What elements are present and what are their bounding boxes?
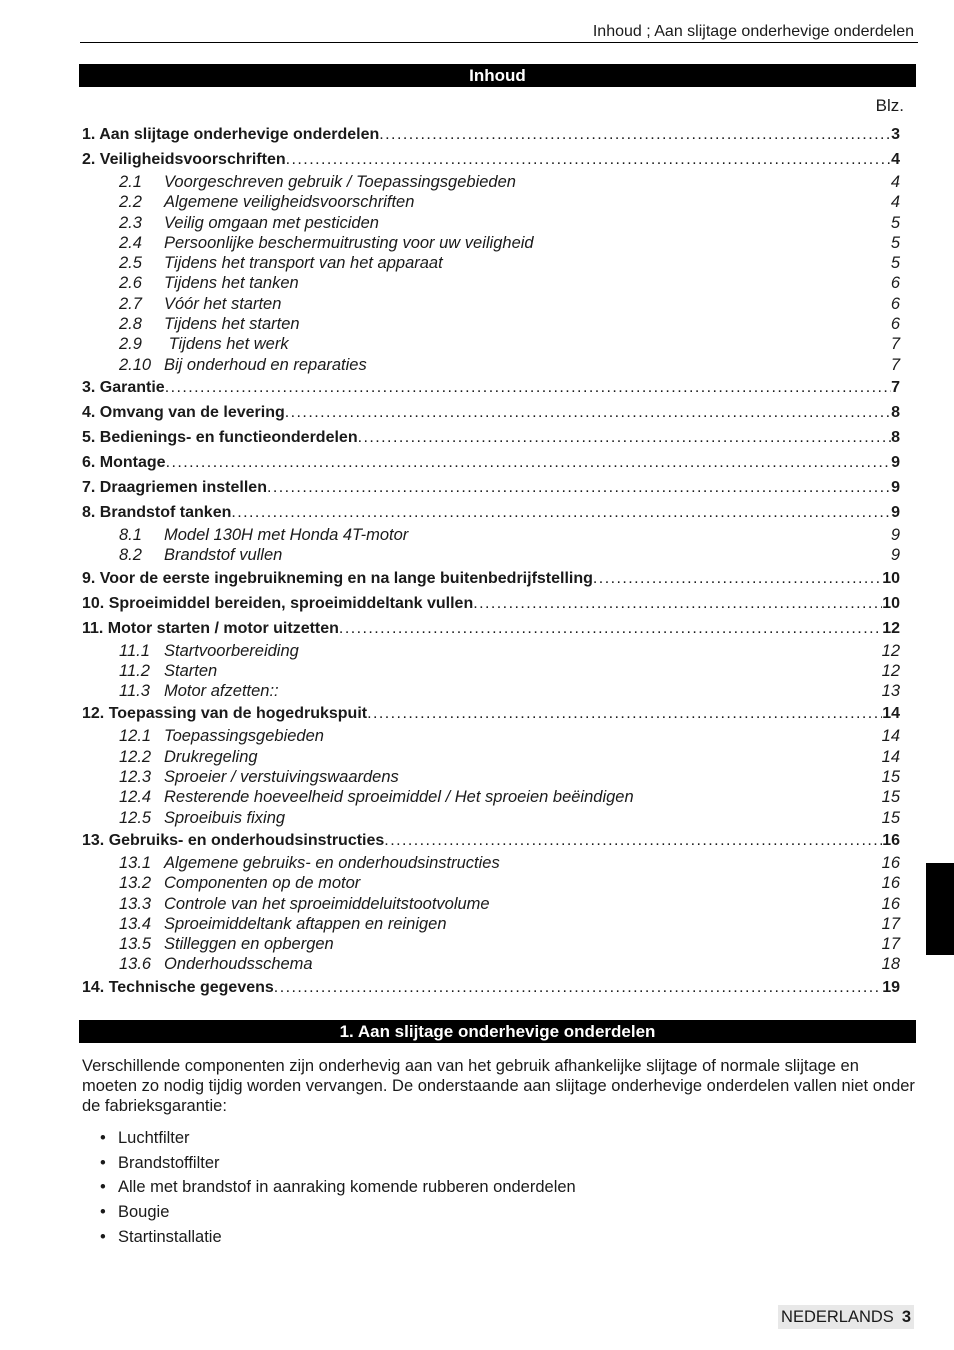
toc-subentry[interactable] [82, 334, 900, 354]
footer-language: NEDERLANDS [781, 1308, 894, 1326]
toc-leader-dots [367, 701, 882, 726]
toc-entry-title: 7. Draagriemen instellen [82, 478, 267, 496]
page-column-label: Blz. [875, 96, 904, 115]
toc-subentry-page: 9 [890, 525, 900, 544]
toc-subentry-title: Algemene gebruiks- en onderhoudsinstructies [164, 853, 500, 872]
toc-subentry-title: Controle van het sproeimiddeluitstootvolume [164, 894, 490, 913]
toc-entry-title: 13. Gebruiks- en onderhoudsinstructies [82, 831, 385, 849]
list-item [100, 1152, 576, 1177]
toc-subentry-number: 13.3 [119, 894, 152, 913]
toc-subentry-title: Sproeibuis fixing [164, 808, 286, 827]
toc-entry[interactable] [82, 425, 900, 450]
toc-subentry-page: 6 [890, 315, 900, 334]
toc-subentry-page: 17 [881, 914, 900, 933]
toc-leader-dots [231, 500, 891, 525]
toc-leader-dots [339, 616, 882, 641]
list-item [100, 1127, 576, 1152]
toc-subentry[interactable] [82, 747, 900, 767]
toc-entry[interactable] [82, 616, 900, 641]
toc-entry-title: 1. Aan slijtage onderhevige onderdelen [82, 126, 380, 143]
toc-subentry-number: 12.4 [119, 788, 152, 807]
toc-subentry-page: 6 [890, 294, 900, 313]
toc-subentry-page: 4 [890, 193, 900, 212]
toc-entry-page: 10 [882, 594, 900, 612]
toc-subentry-page: 5 [890, 213, 900, 232]
toc-entry-title: 3. Garantie [82, 378, 165, 396]
toc-entry-title: 11. Motor starten / motor uitzetten [82, 619, 339, 637]
running-header [80, 22, 918, 43]
toc-entry-page: 8 [891, 403, 900, 421]
toc-subentry-page: 17 [881, 935, 900, 954]
toc-subentry-page: 15 [881, 808, 900, 827]
toc-entry[interactable] [82, 701, 900, 726]
toc-entry-page: 4 [891, 151, 900, 168]
list-item-label: Luchtfilter [118, 1129, 190, 1147]
toc-subentry[interactable] [82, 192, 900, 212]
toc-entry-page: 9 [891, 478, 900, 496]
toc-leader-dots [358, 425, 892, 450]
toc-subentry[interactable] [82, 726, 900, 746]
bullet-icon: • [100, 1129, 106, 1147]
toc-leader-dots [274, 975, 882, 1000]
toc-entry-page: 12 [882, 619, 900, 637]
toc-subentry-title: Sproeimiddeltank aftappen en reinigen [164, 914, 447, 933]
toc-subentry-page: 14 [881, 747, 900, 766]
toc-subentry-title: Resterende hoeveelheid sproeimiddel / Het sproeien beëindigen [164, 788, 634, 807]
toc-subentry-number: 11.3 [119, 682, 150, 701]
toc-subentry-page: 18 [881, 955, 900, 974]
toc-subentry-page: 4 [890, 173, 900, 191]
toc-subentry[interactable] [82, 681, 900, 701]
page-footer [778, 1305, 914, 1329]
toc-subentry[interactable] [82, 641, 900, 661]
toc-entry[interactable] [82, 500, 900, 525]
toc-leader-dots [165, 375, 891, 400]
running-header-title: Inhoud ; Aan slijtage onderhevige onderdelen [592, 23, 914, 40]
toc-subentry-number: 2.2 [119, 193, 142, 212]
toc-subentry-number: 13.5 [119, 935, 152, 954]
toc-entry-page: 10 [882, 569, 900, 587]
list-item [100, 1201, 576, 1226]
toc-subentry-title: Model 130H met Honda 4T-motor [164, 525, 409, 544]
toc-subentry-title: Brandstof vullen [164, 546, 283, 565]
toc-heading: Inhoud [79, 64, 916, 87]
toc-subentry-title: Voorgeschreven gebruik / Toepassingsgebieden [164, 173, 516, 191]
toc-subentry[interactable] [82, 355, 900, 375]
bullet-icon: • [100, 1227, 106, 1246]
toc-entry-title: 9. Voor de eerste ingebruikneming en na lange buitenbedrijfstelling [82, 569, 593, 587]
toc-entry-title: 14. Technische gegevens [82, 978, 274, 996]
list-item-label: Brandstoffilter [118, 1153, 220, 1172]
toc-entry-title: 5. Bedienings- en functieonderdelen [82, 428, 358, 446]
toc-subentry[interactable] [82, 233, 900, 253]
toc-subentry-page: 16 [881, 894, 900, 913]
toc-subentry-title: Toepassingsgebieden [164, 727, 324, 746]
toc-subentry-title: Drukregeling [164, 747, 258, 766]
toc-entry[interactable] [82, 975, 900, 1000]
toc-leader-dots [267, 475, 891, 500]
toc-subentry-title: Startvoorbereiding [164, 641, 299, 660]
toc-subentry-number: 2.5 [119, 254, 142, 273]
toc-subentry-page: 14 [881, 727, 900, 746]
list-item [100, 1176, 576, 1201]
toc-entry[interactable] [82, 591, 900, 616]
toc-subentry[interactable] [82, 934, 900, 954]
toc-subentry-number: 2.4 [119, 233, 142, 252]
toc-entry-page: 3 [891, 126, 900, 143]
list-item [100, 1226, 576, 1251]
toc-subentry-number: 11.2 [119, 661, 150, 680]
toc-subentry[interactable] [82, 545, 900, 565]
toc-subentry[interactable] [82, 894, 900, 914]
toc-subentry-number: 2.1 [119, 173, 142, 191]
page-number: 3 [901, 1308, 911, 1326]
toc-entry-page: 9 [891, 453, 900, 471]
section-heading-wear-parts: 1. Aan slijtage onderhevige onderdelen [79, 1020, 916, 1043]
toc-subentry-number: 13.4 [119, 914, 152, 933]
toc-subentry-page: 5 [890, 254, 900, 273]
toc-entry-page: 7 [891, 378, 900, 396]
toc-subentry-page: 16 [881, 874, 900, 893]
toc-subentry[interactable] [82, 213, 900, 233]
toc-subentry-number: 12.5 [119, 808, 152, 827]
toc-leader-dots [473, 591, 882, 616]
toc-subentry-page: 7 [890, 355, 900, 374]
toc-subentry-page: 7 [890, 335, 900, 354]
toc-subentry-page: 9 [890, 546, 900, 565]
toc-subentry[interactable] [82, 954, 900, 974]
toc-subentry-title: Stilleggen en opbergen [164, 935, 334, 954]
toc-subentry-page: 6 [890, 274, 900, 293]
toc-subentry-title: Starten [164, 661, 218, 680]
toc-subentry-number: 12.1 [119, 727, 152, 746]
toc-subentry[interactable] [82, 787, 900, 807]
toc-subentry[interactable] [82, 273, 900, 293]
toc-entry[interactable] [82, 147, 900, 172]
toc-entry-title: 12. Toepassing van de hogedrukspuit [82, 705, 368, 723]
toc-entry-page: 14 [882, 705, 900, 723]
toc-subentry[interactable] [82, 661, 900, 681]
toc-subentry-page: 12 [881, 641, 900, 660]
toc-subentry[interactable] [82, 767, 900, 787]
toc-entry[interactable] [82, 400, 900, 425]
toc-subentry-title: Vóór het starten [164, 294, 282, 313]
toc-subentry-title: Tijdens het tanken [164, 274, 299, 293]
list-item-label: Startinstallatie [118, 1227, 222, 1246]
toc-subentry[interactable] [82, 914, 900, 934]
toc-entry[interactable] [82, 828, 900, 853]
list-item-label: Alle met brandstof in aanraking komende rubberen onderdelen [118, 1178, 576, 1197]
toc-subentry-page: 15 [881, 768, 900, 787]
toc-subentry-number: 12.3 [119, 768, 152, 787]
toc-subentry[interactable] [82, 253, 900, 273]
toc-subentry-page: 5 [890, 233, 900, 252]
toc-subentry-number: 12.2 [119, 747, 152, 766]
toc-subentry-number: 8.2 [119, 546, 142, 565]
toc-subentry-number: 2.7 [119, 294, 142, 313]
toc-leader-dots [285, 400, 891, 425]
toc-subentry-number: 13.2 [119, 874, 152, 893]
bullet-icon: • [100, 1178, 106, 1197]
toc-subentry-title: Algemene veiligheidsvoorschriften [164, 193, 415, 212]
toc-subentry-title: Veilig omgaan met pesticiden [164, 213, 379, 232]
toc-entry-page: 9 [891, 503, 900, 521]
toc-leader-dots [593, 566, 882, 591]
toc-subentry[interactable] [82, 294, 900, 314]
toc-entry[interactable] [82, 122, 900, 147]
toc-subentry-title: Motor afzetten:: [164, 682, 279, 701]
toc-leader-dots [384, 828, 882, 853]
language-thumb-tab [926, 863, 954, 955]
toc-subentry-title: Tijdens het transport van het apparaat [164, 254, 443, 273]
toc-subentry-page: 13 [881, 682, 900, 701]
toc-subentry-number: 2.3 [119, 213, 142, 232]
toc-subentry-number: 2.6 [119, 274, 142, 293]
toc-subentry-page: 15 [881, 788, 900, 807]
toc-subentry[interactable] [82, 314, 900, 334]
toc-subentry-number: 13.1 [119, 853, 152, 872]
toc-subentry-page: 12 [881, 661, 900, 680]
toc-entry[interactable] [82, 375, 900, 400]
toc-subentry-number: 13.6 [119, 955, 152, 974]
toc-subentry[interactable] [82, 873, 900, 893]
toc-leader-dots [286, 147, 891, 172]
toc-entry[interactable] [82, 475, 900, 500]
toc-entry-title: 2. Veiligheidsvoorschriften [82, 151, 286, 168]
toc-leader-dots [166, 450, 892, 475]
toc-subentry[interactable] [82, 172, 900, 192]
toc-leader-dots [379, 122, 891, 147]
toc-subentry[interactable] [82, 853, 900, 873]
toc-subentry-title: Tijdens het starten [164, 315, 300, 334]
toc-subentry-title: Componenten op de motor [164, 874, 361, 893]
section-intro-paragraph: Verschillende componenten zijn onderhevig aan van het gebruik afhankelijke slijtage of normale slijtage en moeten zo nodig tijdig worden vervangen. De onderstaande aan slijtage onderhevige onderdelen vallen niet onder de fabrieksgarantie: [82, 1057, 915, 1115]
toc-subentry-number: 2.10 [119, 355, 152, 374]
toc-entry[interactable] [82, 450, 900, 475]
toc-entry-page: 16 [882, 831, 900, 849]
toc-subentry-number: 2.8 [119, 315, 142, 334]
toc-subentry-title: Bij onderhoud en reparaties [164, 355, 367, 374]
toc-entry-page: 8 [891, 428, 900, 446]
toc-subentry-number: 8.1 [119, 525, 142, 544]
bullet-icon: • [100, 1203, 106, 1222]
table-of-contents [82, 122, 900, 1000]
toc-subentry[interactable] [82, 808, 900, 828]
toc-subentry[interactable] [82, 525, 900, 545]
wear-parts-list [100, 1127, 576, 1250]
toc-subentry-title: Persoonlijke beschermuitrusting voor uw veiligheid [164, 233, 534, 252]
toc-subentry-number: 11.1 [119, 641, 150, 660]
toc-subentry-page: 16 [881, 853, 900, 872]
list-item-label: Bougie [118, 1203, 170, 1222]
toc-subentry-title: Tijdens het werk [164, 335, 289, 354]
toc-entry-title: 4. Omvang van de levering [82, 403, 285, 421]
toc-entry-title: 10. Sproeimiddel bereiden, sproeimiddeltank vullen [82, 594, 474, 612]
toc-subentry-number: 2.9 [119, 335, 142, 354]
bullet-icon: • [100, 1153, 106, 1172]
toc-subentry-title: Onderhoudsschema [164, 955, 313, 974]
toc-entry[interactable] [82, 566, 900, 591]
toc-subentry-title: Sproeier / verstuivingswaardens [164, 768, 399, 787]
toc-entry-title: 6. Montage [82, 453, 166, 471]
toc-entry-title: 8. Brandstof tanken [82, 503, 232, 521]
toc-entry-page: 19 [882, 978, 900, 996]
